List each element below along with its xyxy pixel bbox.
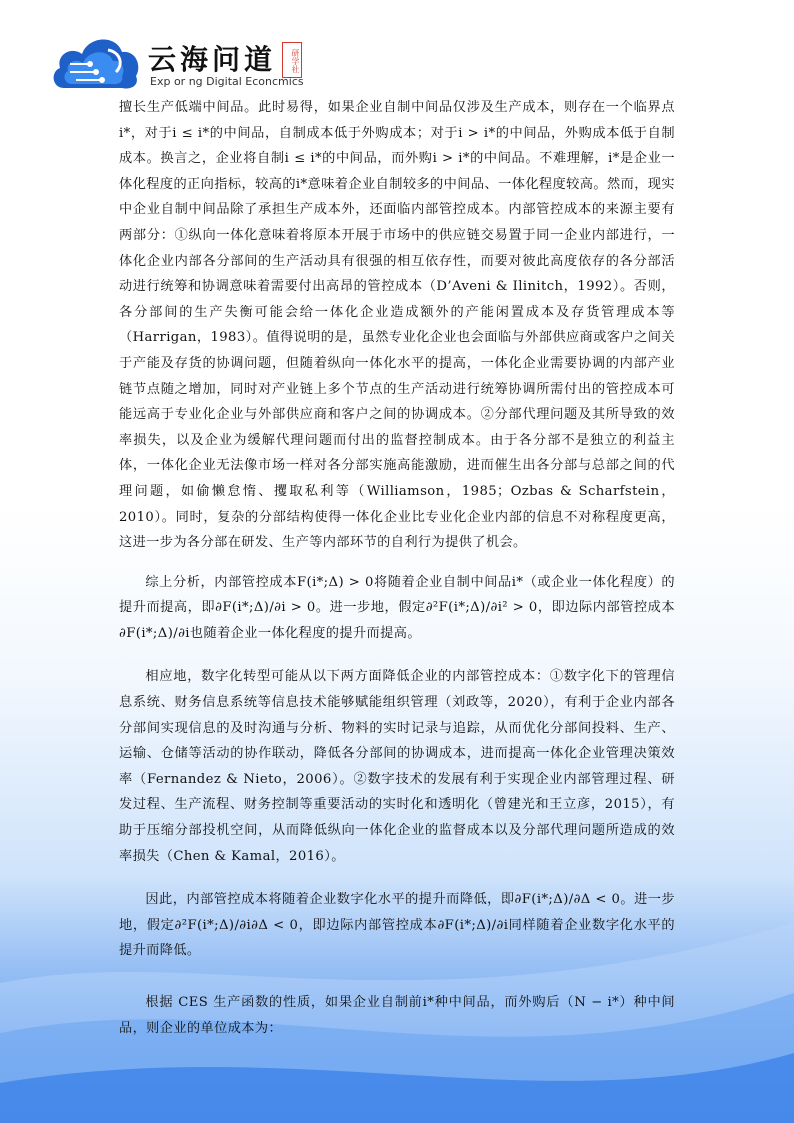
paragraph-3: 相应地，数字化转型可能从以下两方面降低企业的内部管控成本：①数字化下的管理信息系统、财务信息系统等信息技术能够赋能组织管理（刘政等，2020），有利于企业内部各分部间实现信息的及时沟通与分析、物料的实时记录与追踪，从而优化分部间投料、生产、运输、仓储等活动的协作联动，降低各分部间的协调成本，进而提高一体化企业管理决策效率（Fernandez & Nieto，2006）。②数字技术的发展有利于实现企业内部管理过程、研发过程、生产流程、财务控制等重要活动的实时化和透明化（曾建光和王立彦，2015），有助于压缩分部投机空间，从而降低纵向一体化企业的监督成本以及分部代理问题所造成的效率损失（Chen & Kamal，2016）。	[119, 669, 675, 864]
header-logo	[50, 24, 320, 94]
logo-seal-stamp: 研学社	[282, 42, 302, 78]
cloud-circuit-logo-icon	[50, 30, 142, 92]
paragraph-1: 擅长生产低端中间品。此时易得，如果企业自制中间品仅涉及生产成本，则存在一个临界点i*，对于i ≤ i*的中间品，自制成本低于外购成本；对于i > i*的中间品，外购成本低于自制成本。换言之，企业将自制i ≤ i*的中间品，而外购i > i*的中间品。不难理解，i*是企业一体化程度的正向指标，较高的i*意味着企业自制较多的中间品、一体化程度较高。然而，现实中企业自制中间品除了承担生产成本外，还面临内部管控成本。内部管控成本的来源主要有两部分：①纵向一体化意味着将原本开展于市场中的供应链交易置于同一企业内部进行，一体化企业内部各分部间的生产活动具有很强的相互依存性，而要对彼此高度依存的各分部活动进行统筹和协调意味着需要付出高昂的管控成本（D’Aveni & Ilinitch，1992）。否则，各分部间的生产失衡可能会给一体化企业造成额外的产能闲置成本及存货管理成本等（Harrigan，1983）。值得说明的是，虽然专业化企业也会面临与外部供应商或客户之间关于产能及存货的协调问题，但随着纵向一体化水平的提高，一体化企业需要协调的内部产业链节点随之增加，同时对产业链上多个节点的生产活动进行统筹协调所需付出的管控成本可能远高于专业化企业与外部供应商和客户之间的协调成本。②分部代理问题及其所导致的效率损失，以及企业为缓解代理问题而付出的监督控制成本。由于各分部不是独立的利益主体，一体化企业无法像市场一样对各分部实施高能激励，进而催生出各分部与总部之间的代理问题，如偷懒怠惰、攫取私利等（Williamson，1985；Ozbas & Scharfstein，2010）。同时，复杂的分部结构使得一体化企业比专业化企业内部的信息不对称程度更高，这进一步为各分部在研发、生产等内部环节的自利行为提供了机会。	[119, 100, 675, 551]
paragraph-5: 根据 CES 生产函数的性质，如果企业自制前i*种中间品，而外购后（N − i*）种中间品，则企业的单位成本为：	[119, 995, 675, 1036]
paragraph-2: 综上分析，内部管控成本F(i*;Δ) > 0将随着企业自制中间品i*（或企业一体化程度）的提升而提高，即∂F(i*;Δ)/∂i > 0。进一步地，假定∂²F(i*;Δ)/∂i² > 0，即边际内部管控成本∂F(i*;Δ)/∂i也随着企业一体化程度的提升而提高。	[119, 574, 675, 641]
article-body	[119, 95, 675, 1041]
paragraph-4: 因此，内部管控成本将随着企业数字化水平的提升而降低，即∂F(i*;Δ)/∂Δ < 0。进一步地，假定∂²F(i*;Δ)/∂i∂Δ < 0，即边际内部管控成本∂F(i*;Δ)/∂i同样随着企业数字化水平的提升而降低。	[119, 892, 675, 959]
logo-english-subtitle: Exp or ng Digital Econcmics	[150, 75, 304, 88]
logo-chinese-title: 云海问道	[148, 43, 277, 76]
